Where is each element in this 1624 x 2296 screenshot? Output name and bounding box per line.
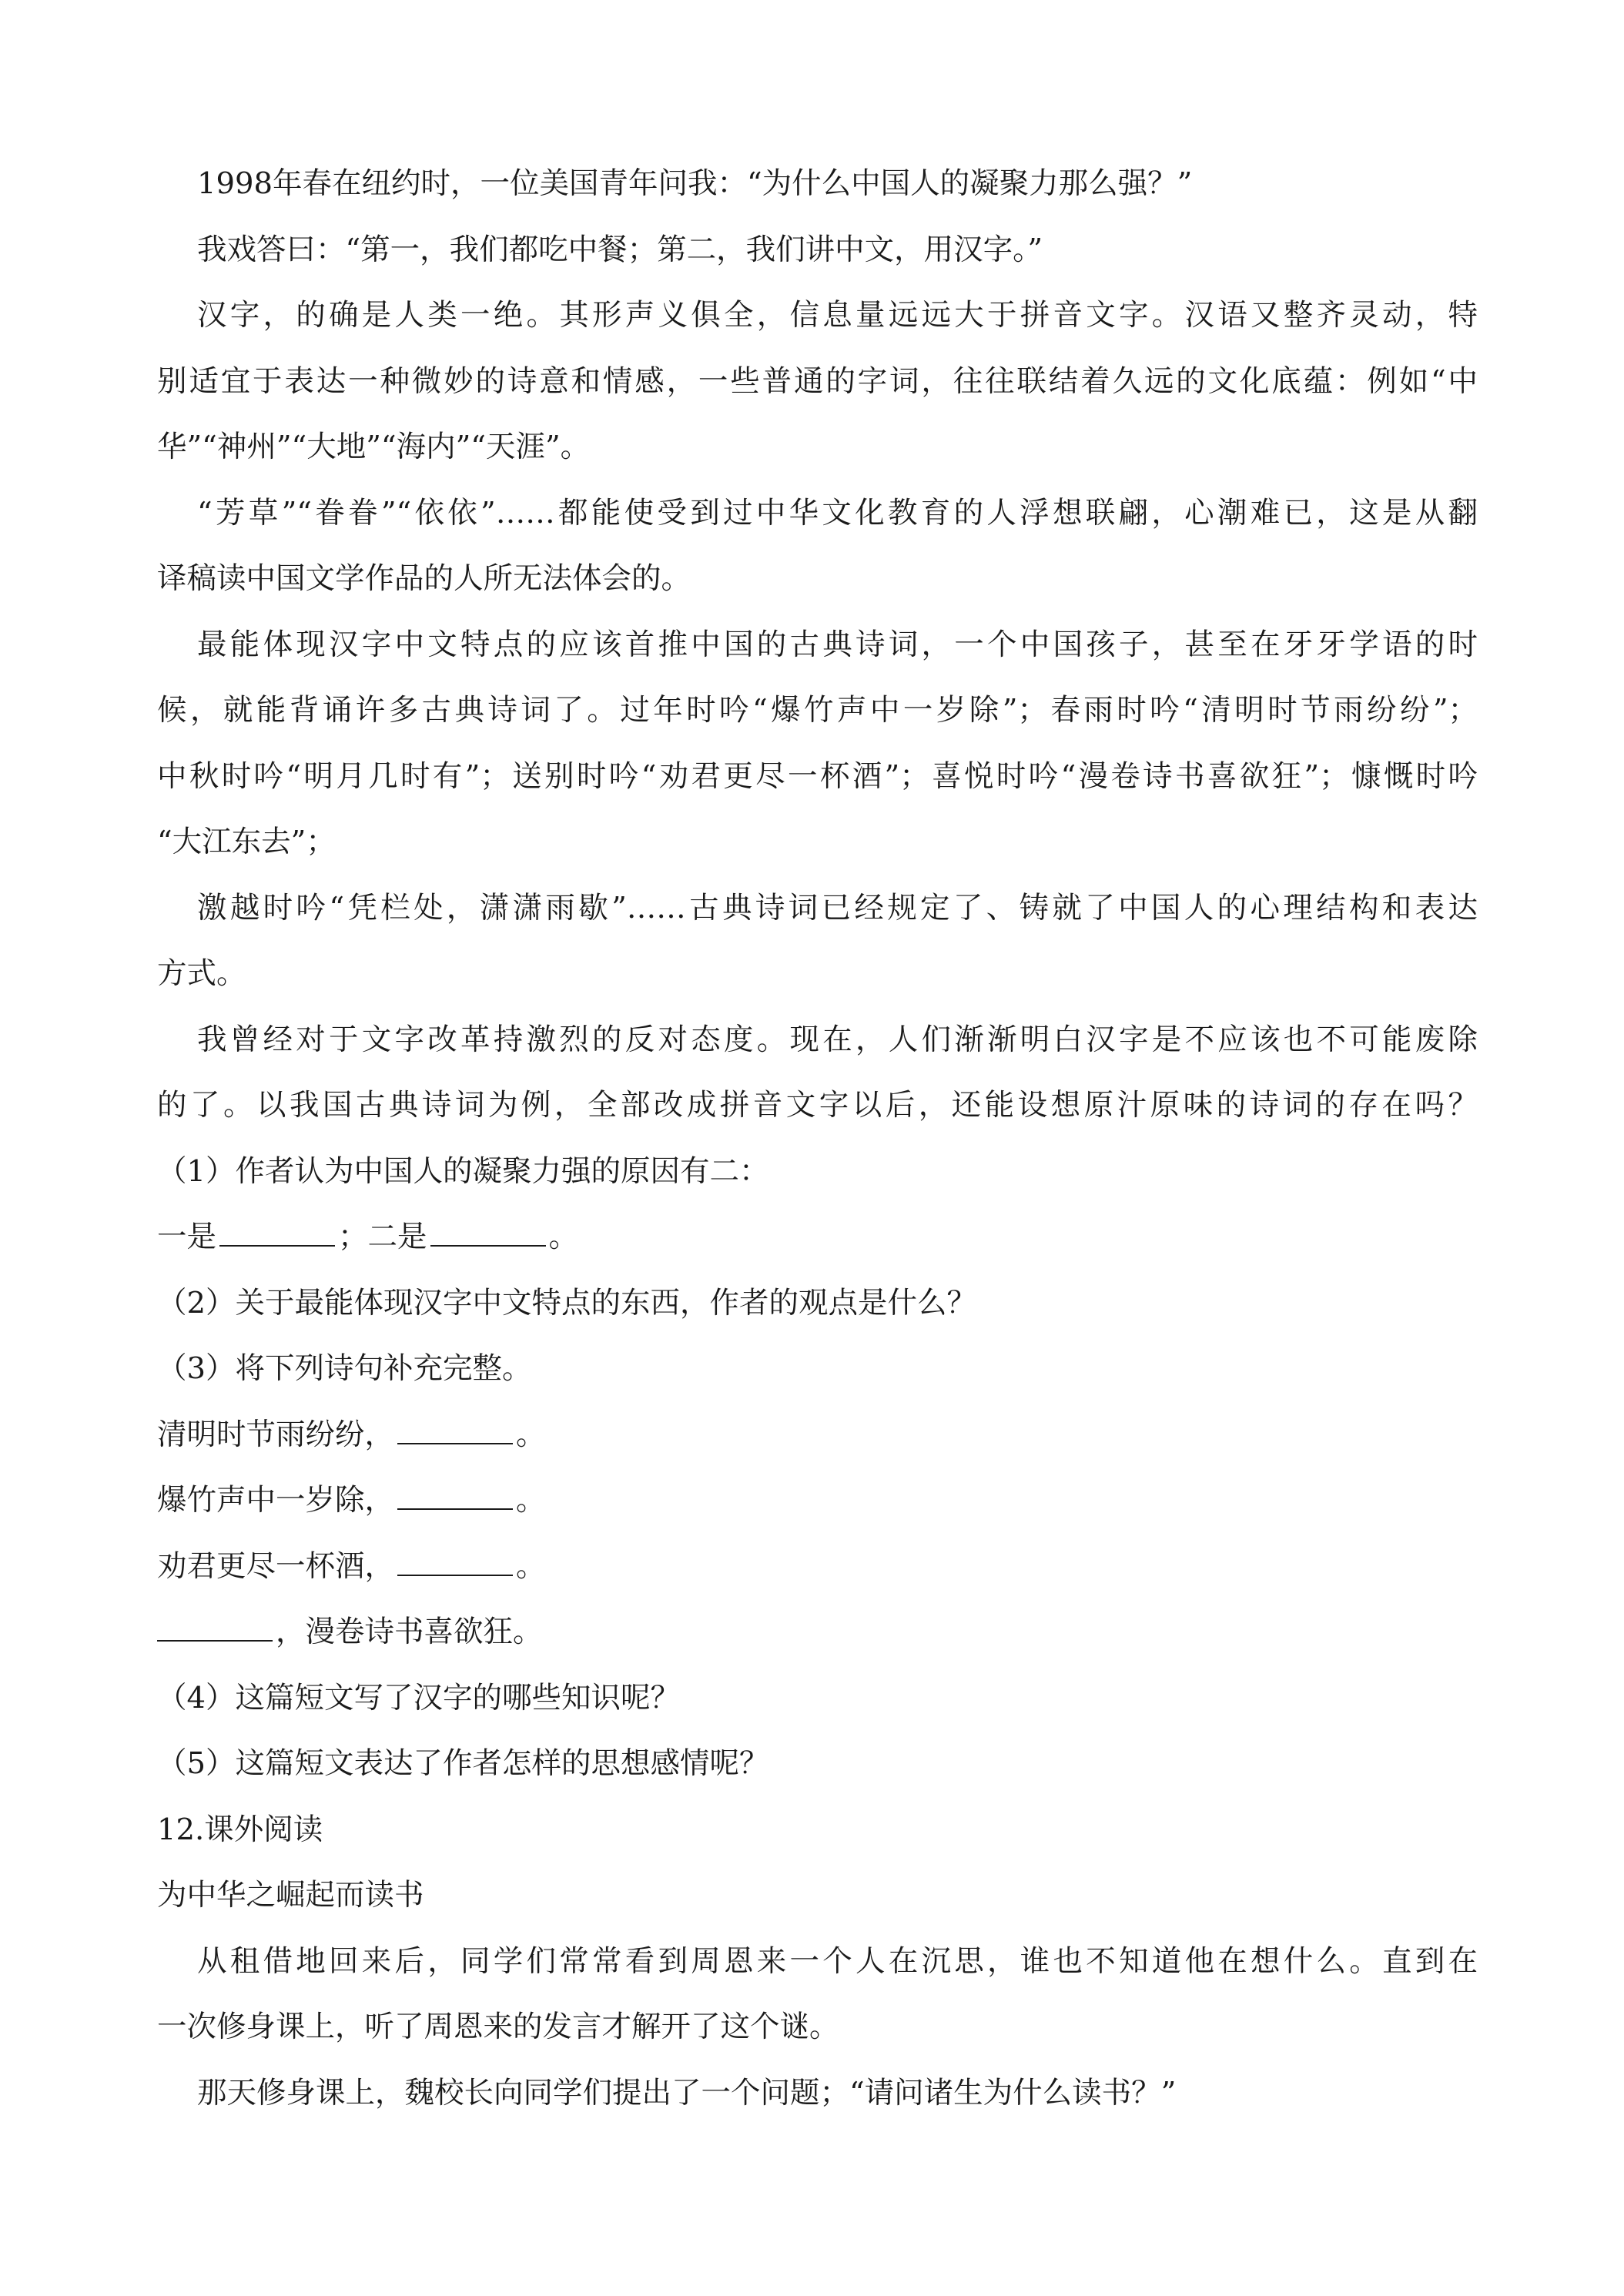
passage-paragraph-6-line-1: 激越时吟“凭栏处，潇潇雨歇”……古典诗词已经规定了、铸就了中国人的心理结构和表达 — [197, 890, 1478, 925]
answer-label-b: ；二是 — [338, 1220, 427, 1254]
question-1-answer-line — [157, 1204, 1478, 1270]
question-1: （1）作者认为中国人的凝聚力强的原因有二： — [157, 1153, 769, 1189]
poem-line-2 — [157, 1468, 1478, 1534]
passage-paragraph-5-line-2: 候，就能背诵许多古典诗词了。过年时吟“爆竹声中一岁除”；春雨时吟“清明时节雨纷纷”； — [157, 693, 1478, 728]
passage-paragraph-3-line-2: 别适宜于表达一种微妙的诗意和情感，一些普通的字词，往往联结着久远的文化底蕴：例如“中 — [157, 363, 1478, 399]
passage-paragraph-2: 我戏答曰：“第一，我们都吃中餐；第二，我们讲中文，用汉字。” — [197, 232, 1043, 267]
poem-blank-3[interactable] — [397, 1551, 513, 1576]
question-4: （4）这篇短文写了汉字的哪些知识呢？ — [157, 1680, 680, 1715]
passage-paragraph-5-line-3: 中秋时吟“明月几时有”；送别时吟“劝君更尽一杯酒”；喜悦时吟“漫卷诗书喜欲狂”；慷慨时吟 — [157, 758, 1478, 794]
question-5: （5）这篇短文表达了作者怎样的思想感情呢？ — [157, 1746, 769, 1781]
poem-line-4 — [157, 1599, 1478, 1665]
passage-paragraph-5-line-1: 最能体现汉字中文特点的应该首推中国的古典诗词，一个中国孩子，甚至在牙牙学语的时 — [197, 627, 1478, 662]
passage-paragraph-7-line-1: 我曾经对于文字改革持激烈的反对态度。现在，人们渐渐明白汉字是不应该也不可能废除 — [197, 1022, 1478, 1057]
section-12-paragraph-2: 那天修身课上，魏校长向同学们提出了一个问题；“请问诸生为什么读书？” — [197, 2075, 1177, 2110]
passage-paragraph-6-line-2: 方式。 — [157, 956, 246, 991]
poem-line-2-text: 爆竹声中一岁除， — [157, 1483, 395, 1518]
section-12-title: 为中华之崛起而读书 — [157, 1878, 424, 1913]
answer-end: 。 — [548, 1220, 579, 1254]
answer-label-a: 一是 — [157, 1220, 217, 1254]
poem-blank-2[interactable] — [397, 1485, 513, 1510]
answer-blank-a[interactable] — [219, 1222, 335, 1247]
question-2: （2）关于最能体现汉字中文特点的东西，作者的观点是什么？ — [157, 1285, 976, 1320]
poem-line-1 — [157, 1402, 1478, 1468]
poem-line-2-end: 。 — [516, 1483, 546, 1518]
passage-paragraph-7-line-2: 的了。以我国古典诗词为例，全部改成拼音文字以后，还能设想原汁原味的诗词的存在吗？ — [157, 1088, 1478, 1123]
passage-paragraph-3-line-1: 汉字，的确是人类一绝。其形声义俱全，信息量远远大于拼音文字。汉语又整齐灵动，特 — [197, 298, 1478, 333]
poem-blank-4[interactable] — [157, 1617, 273, 1642]
passage-paragraph-4-line-2: 译稿读中国文学作品的人所无法体会的。 — [157, 561, 691, 596]
answer-blank-b[interactable] — [430, 1222, 546, 1247]
section-12-paragraph-1-line-1: 从租借地回来后，同学们常常看到周恩来一个人在沉思，谁也不知道他在想什么。直到在 — [197, 1943, 1478, 1979]
passage-paragraph-5-line-4: “大江东去”； — [157, 825, 336, 859]
passage-paragraph-1: 1998年春在纽约时，一位美国青年问我：“为什么中国人的凝聚力那么强？” — [197, 166, 1193, 201]
poem-line-3-text: 劝君更尽一杯酒， — [157, 1548, 395, 1584]
section-12-paragraph-1-line-2: 一次修身课上，听了周恩来的发言才解开了这个谜。 — [157, 2010, 839, 2044]
passage-paragraph-3-line-3: 华”“神州”“大地”“海内”“天涯”。 — [157, 430, 591, 464]
poem-line-4-text: ，漫卷诗书喜欲狂。 — [276, 1615, 543, 1649]
question-3: （3）将下列诗句补充完整。 — [157, 1351, 532, 1386]
poem-line-1-text: 清明时节雨纷纷， — [157, 1417, 395, 1452]
poem-blank-1[interactable] — [397, 1420, 513, 1444]
poem-line-3 — [157, 1534, 1478, 1600]
section-12-heading: 12.课外阅读 — [157, 1812, 323, 1847]
poem-line-3-end: 。 — [516, 1548, 546, 1584]
poem-line-1-end: 。 — [516, 1417, 546, 1452]
passage-paragraph-4-line-1: “芳草”“眷眷”“依依”……都能使受到过中华文化教育的人浮想联翩，心潮难已，这是从翻 — [197, 495, 1478, 530]
